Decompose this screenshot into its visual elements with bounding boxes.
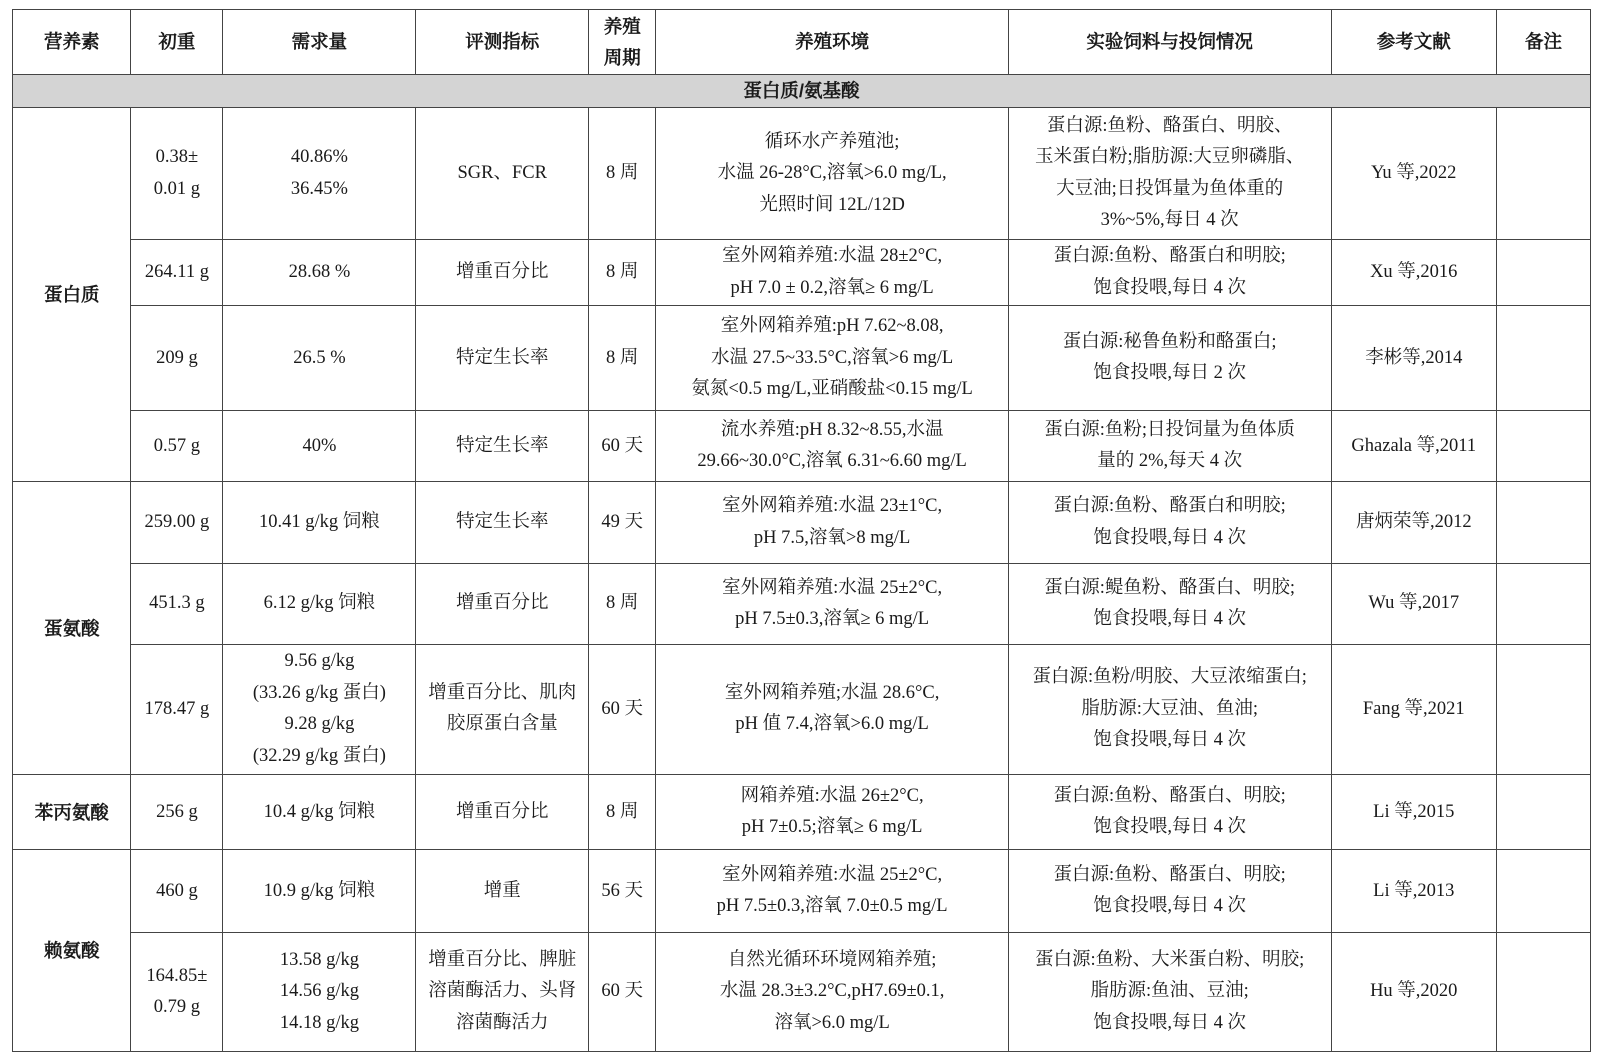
requirement-cell <box>223 482 416 564</box>
environment-cell <box>656 108 1008 240</box>
environment-line: pH 7.5±0.3,溶氧≥ 6 mg/L <box>735 609 930 629</box>
environment-line: 循环水产养殖池; <box>764 131 900 152</box>
note-cell <box>1496 108 1590 240</box>
note-cell <box>1496 644 1590 775</box>
indicator-line: 增重百分比 <box>455 593 549 614</box>
requirement-line: 9.56 g/kg <box>284 651 355 672</box>
environment-cell <box>656 933 1008 1052</box>
requirement-line: 14.18 g/kg <box>279 1012 359 1033</box>
table-row <box>13 850 1591 933</box>
reference-cell: 李彬等,2014 <box>1331 306 1496 411</box>
reference-cell: 唐炳荣等,2012 <box>1331 482 1496 564</box>
indicator-line: 溶菌酶活力、头肾 <box>428 981 577 1002</box>
environment-line: 29.66~30.0°C,溶氧 6.31~6.60 mg/L <box>697 451 967 472</box>
feed-line: 饱食投喂,每日 4 次 <box>1093 277 1246 298</box>
feed-line: 饱食投喂,每日 4 次 <box>1093 1012 1246 1033</box>
note-cell <box>1496 306 1590 411</box>
initial-weight-line: 209 g <box>156 347 198 368</box>
reference-cell: Fang 等,2021 <box>1331 644 1496 775</box>
environment-line: 溶氧>6.0 mg/L <box>774 1012 890 1033</box>
indicator-line: 增重百分比、脾脏 <box>428 949 577 970</box>
initial-weight-line: 164.85± <box>146 965 208 986</box>
environment-cell <box>656 411 1008 482</box>
environment-line: pH 7±0.5;溶氧≥ 6 mg/L <box>741 817 923 838</box>
table-row <box>13 240 1591 306</box>
feed-cell <box>1008 108 1331 240</box>
note-cell <box>1496 775 1590 850</box>
environment-line: 室外网箱养殖;水温 28.6°C, <box>724 682 940 703</box>
initial-weight-line: 264.11 g <box>144 261 209 282</box>
environment-line: pH 值 7.4,溶氧>6.0 mg/L <box>735 714 929 735</box>
feed-line: 饱食投喂,每日 4 次 <box>1093 817 1246 838</box>
initial-weight-line: 0.38± <box>155 147 199 168</box>
requirement-cell <box>223 933 416 1052</box>
requirement-line: 26.5 % <box>293 347 346 368</box>
environment-cell <box>656 482 1008 564</box>
table-row <box>13 108 1591 240</box>
requirement-line: (33.26 g/kg 蛋白) <box>252 682 386 703</box>
requirement-line: 40.86% <box>290 147 348 168</box>
nutrient-cell: 蛋氨酸 <box>13 482 131 775</box>
initial-weight-cell <box>131 482 223 564</box>
header-feed: 实验饲料与投饲情况 <box>1008 10 1331 75</box>
feed-cell <box>1008 240 1331 306</box>
nutrient-cell: 苯丙氨酸 <box>13 775 131 850</box>
requirement-line: 13.58 g/kg <box>279 949 359 970</box>
requirement-cell <box>223 240 416 306</box>
environment-line: pH 7.0 ± 0.2,溶氧≥ 6 mg/L <box>730 277 934 298</box>
section-title: 蛋白质/氨基酸 <box>13 75 1591 108</box>
initial-weight-line: 178.47 g <box>144 698 210 719</box>
requirement-cell <box>223 306 416 411</box>
nutrient-cell: 蛋白质 <box>13 108 131 482</box>
indicator-line: 特定生长率 <box>455 512 549 533</box>
header-initial-weight: 初重 <box>131 10 223 75</box>
initial-weight-line: 451.3 g <box>149 593 205 614</box>
note-cell <box>1496 933 1590 1052</box>
environment-line: pH 7.5,溶氧>8 mg/L <box>753 527 911 548</box>
table-row <box>13 411 1591 482</box>
header-period: 养殖 周期 <box>589 10 656 75</box>
environment-cell <box>656 850 1008 933</box>
period-cell: 8 周 <box>589 240 656 306</box>
nutrient-requirement-table <box>12 9 1591 1052</box>
initial-weight-cell <box>131 775 223 850</box>
table-row <box>13 775 1591 850</box>
requirement-line: 36.45% <box>290 178 348 199</box>
indicator-cell <box>416 933 589 1052</box>
indicator-line: 胶原蛋白含量 <box>446 714 558 735</box>
reference-cell: Yu 等,2022 <box>1331 108 1496 240</box>
requirement-cell <box>223 411 416 482</box>
feed-cell <box>1008 850 1331 933</box>
feed-line: 饱食投喂,每日 4 次 <box>1093 609 1246 629</box>
indicator-cell <box>416 564 589 644</box>
table-row <box>13 644 1591 775</box>
initial-weight-line: 460 g <box>156 880 198 901</box>
period-cell: 8 周 <box>589 306 656 411</box>
feed-cell <box>1008 306 1331 411</box>
feed-cell <box>1008 564 1331 644</box>
reference-cell: Li 等,2015 <box>1331 775 1496 850</box>
initial-weight-cell <box>131 108 223 240</box>
environment-line: 水温 28.3±3.2°C,pH7.69±0.1, <box>719 981 945 1002</box>
period-cell: 49 天 <box>589 482 656 564</box>
table-row <box>13 564 1591 644</box>
reference-cell: Xu 等,2016 <box>1331 240 1496 306</box>
indicator-cell <box>416 306 589 411</box>
requirement-line: 14.56 g/kg <box>279 981 359 1002</box>
reference-cell: Hu 等,2020 <box>1331 933 1496 1052</box>
requirement-line: 10.4 g/kg 饲粮 <box>263 801 376 822</box>
environment-line: 室外网箱养殖:水温 28±2°C, <box>722 246 943 267</box>
feed-line: 蛋白源:鳀鱼粉、酪蛋白、明胶; <box>1044 577 1296 598</box>
environment-line: 光照时间 12L/12D <box>759 194 905 215</box>
feed-cell <box>1008 411 1331 482</box>
requirement-cell <box>223 850 416 933</box>
section-row <box>13 75 1591 108</box>
environment-line: 自然光循环环境网箱养殖; <box>727 949 937 970</box>
requirement-line: 10.9 g/kg 饲粮 <box>263 880 376 901</box>
requirement-line: 40% <box>302 435 337 456</box>
feed-line: 蛋白源:鱼粉、酪蛋白、明胶、 <box>1046 115 1293 136</box>
feed-cell <box>1008 775 1331 850</box>
table-row <box>13 306 1591 411</box>
period-cell: 8 周 <box>589 564 656 644</box>
note-cell <box>1496 482 1590 564</box>
period-cell: 60 天 <box>589 644 656 775</box>
requirement-cell <box>223 775 416 850</box>
feed-cell <box>1008 644 1331 775</box>
environment-line: 网箱养殖:水温 26±2°C, <box>740 785 924 806</box>
indicator-cell <box>416 108 589 240</box>
environment-line: 室外网箱养殖:水温 23±1°C, <box>722 496 943 517</box>
header-environment: 养殖环境 <box>656 10 1008 75</box>
indicator-line: 增重百分比 <box>455 261 549 282</box>
initial-weight-line: 0.01 g <box>153 178 201 199</box>
feed-line: 蛋白源:鱼粉、酪蛋白和明胶; <box>1053 246 1286 267</box>
indicator-line: 增重百分比 <box>455 801 549 822</box>
indicator-cell <box>416 775 589 850</box>
indicator-cell <box>416 482 589 564</box>
feed-line: 蛋白源:鱼粉、酪蛋白、明胶; <box>1053 785 1286 806</box>
initial-weight-line: 0.79 g <box>153 997 201 1018</box>
requirement-line: (32.29 g/kg 蛋白) <box>252 745 386 766</box>
period-cell: 8 周 <box>589 108 656 240</box>
environment-line: 水温 26-28°C,溶氧>6.0 mg/L, <box>717 163 947 184</box>
feed-line: 饱食投喂,每日 4 次 <box>1093 730 1246 751</box>
indicator-line: SGR、FCR <box>457 163 547 184</box>
feed-line: 3%~5%,每日 4 次 <box>1100 210 1239 231</box>
note-cell <box>1496 564 1590 644</box>
header-note: 备注 <box>1496 10 1590 75</box>
feed-line: 蛋白源:鱼粉/明胶、大豆浓缩蛋白; <box>1032 667 1307 688</box>
indicator-cell <box>416 411 589 482</box>
environment-cell <box>656 240 1008 306</box>
table-row <box>13 933 1591 1052</box>
initial-weight-cell <box>131 564 223 644</box>
initial-weight-cell <box>131 411 223 482</box>
environment-line: 氨氮<0.5 mg/L,亚硝酸盐<0.15 mg/L <box>691 379 973 399</box>
environment-cell <box>656 644 1008 775</box>
header-indicator: 评测指标 <box>416 10 589 75</box>
requirement-cell <box>223 644 416 775</box>
feed-line: 蛋白源:秘鲁鱼粉和酪蛋白; <box>1062 331 1277 352</box>
environment-cell <box>656 564 1008 644</box>
reference-cell: Ghazala 等,2011 <box>1331 411 1496 482</box>
note-cell <box>1496 850 1590 933</box>
reference-cell: Wu 等,2017 <box>1331 564 1496 644</box>
environment-line: 室外网箱养殖:水温 25±2°C, <box>722 864 943 885</box>
initial-weight-cell <box>131 933 223 1052</box>
indicator-line: 特定生长率 <box>455 435 549 456</box>
feed-line: 蛋白源:鱼粉、酪蛋白、明胶; <box>1053 864 1286 885</box>
table-body <box>13 75 1591 1052</box>
environment-line: 水温 27.5~33.5°C,溶氧>6 mg/L <box>711 347 954 368</box>
initial-weight-line: 259.00 g <box>144 512 210 533</box>
header-row <box>13 10 1591 75</box>
note-cell <box>1496 411 1590 482</box>
note-cell <box>1496 240 1590 306</box>
environment-line: 室外网箱养殖:水温 25±2°C, <box>722 577 943 598</box>
environment-cell <box>656 306 1008 411</box>
requirement-line: 28.68 % <box>288 261 351 282</box>
indicator-cell <box>416 850 589 933</box>
header-nutrient: 营养素 <box>13 10 131 75</box>
feed-line: 饱食投喂,每日 4 次 <box>1093 527 1246 548</box>
indicator-line: 特定生长率 <box>455 347 549 368</box>
indicator-cell <box>416 644 589 775</box>
initial-weight-cell <box>131 240 223 306</box>
header-requirement: 需求量 <box>223 10 416 75</box>
indicator-line: 增重百分比、肌肉 <box>428 682 577 703</box>
environment-cell <box>656 775 1008 850</box>
nutrient-cell: 赖氨酸 <box>13 850 131 1052</box>
period-cell: 60 天 <box>589 933 656 1052</box>
period-cell: 8 周 <box>589 775 656 850</box>
indicator-line: 增重 <box>483 880 521 901</box>
reference-cell: Li 等,2013 <box>1331 850 1496 933</box>
environment-line: 室外网箱养殖:pH 7.62~8.08, <box>720 316 944 336</box>
initial-weight-cell <box>131 306 223 411</box>
initial-weight-cell <box>131 644 223 775</box>
feed-line: 蛋白源:鱼粉、酪蛋白和明胶; <box>1053 496 1286 517</box>
requirement-line: 6.12 g/kg 饲粮 <box>263 593 376 614</box>
initial-weight-line: 256 g <box>156 801 198 822</box>
feed-line: 大豆油;日投饵量为鱼体重的 <box>1056 178 1284 199</box>
feed-cell <box>1008 933 1331 1052</box>
environment-line: pH 7.5±0.3,溶氧 7.0±0.5 mg/L <box>716 896 948 917</box>
requirement-cell <box>223 564 416 644</box>
feed-cell <box>1008 482 1331 564</box>
feed-line: 蛋白源:鱼粉;日投饲量为鱼体质 <box>1044 419 1296 440</box>
feed-line: 量的 2%,每天 4 次 <box>1097 451 1243 472</box>
feed-line: 饱食投喂,每日 4 次 <box>1093 896 1246 917</box>
feed-line: 饱食投喂,每日 2 次 <box>1093 363 1246 384</box>
header-reference: 参考文献 <box>1331 10 1496 75</box>
requirement-line: 9.28 g/kg <box>284 714 355 735</box>
feed-line: 蛋白源:鱼粉、大米蛋白粉、明胶; <box>1035 949 1305 970</box>
indicator-cell <box>416 240 589 306</box>
indicator-line: 溶菌酶活力 <box>455 1012 549 1033</box>
feed-line: 脂肪源:大豆油、鱼油; <box>1081 698 1259 719</box>
initial-weight-cell <box>131 850 223 933</box>
period-cell: 56 天 <box>589 850 656 933</box>
requirement-cell <box>223 108 416 240</box>
period-cell: 60 天 <box>589 411 656 482</box>
feed-line: 脂肪源:鱼油、豆油; <box>1090 981 1249 1002</box>
feed-line: 玉米蛋白粉;脂肪源:大豆卵磷脂、 <box>1035 147 1305 168</box>
environment-line: 流水养殖:pH 8.32~8.55,水温 <box>720 419 944 440</box>
initial-weight-line: 0.57 g <box>153 435 201 456</box>
table-row <box>13 482 1591 564</box>
requirement-line: 10.41 g/kg 饲粮 <box>259 512 380 533</box>
